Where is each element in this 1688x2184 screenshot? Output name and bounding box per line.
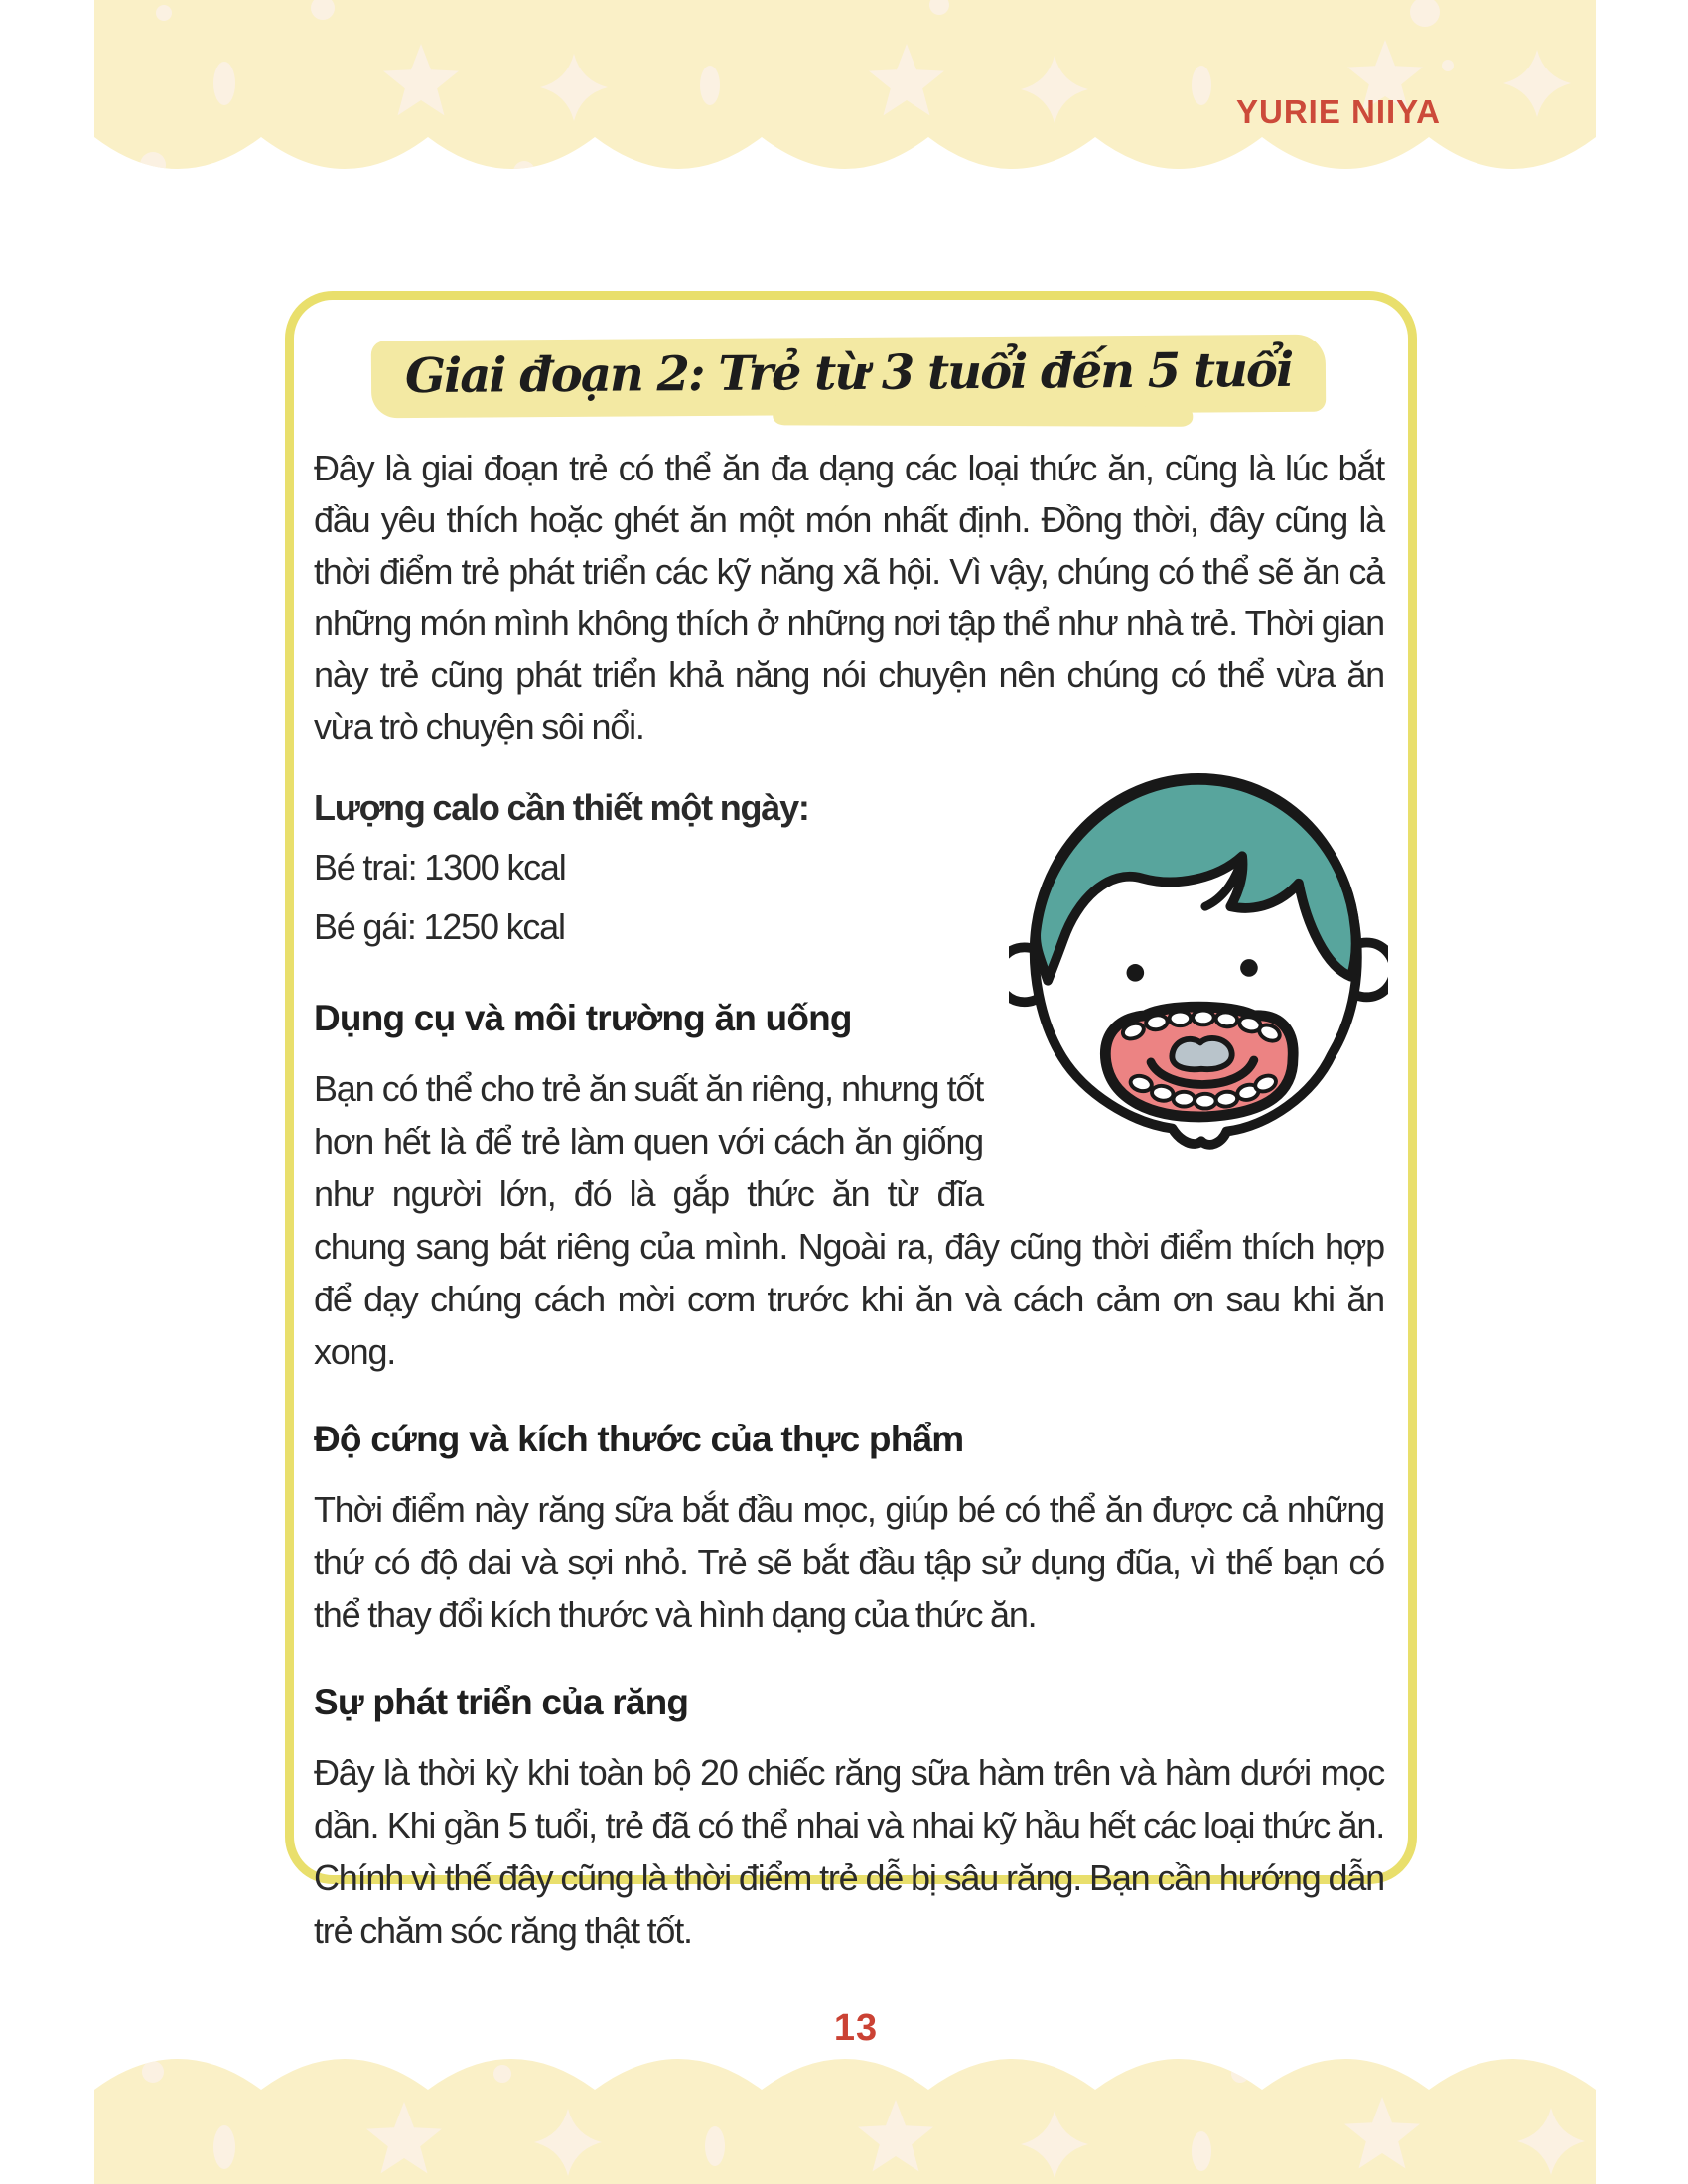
calories-boy-line: Bé trai: 1300 kcal: [314, 847, 566, 887]
intro-paragraph: Đây là giai đoạn trẻ có thể ăn đa dạng các loại thức ăn, cũng là lúc bắt đầu yêu thích hoặc ghét ăn một món nhất định. Đồng thời, đây cũng là thời điểm trẻ phát triển các kỹ năng xã hội. Vì vậy, chúng có thể sẽ ăn cả những món mình không thích ở những nơi tập thể như nhà trẻ. Thời gian này trẻ cũng phát triển khả năng nói chuyện nên chúng có thể vừa ăn vừa trò chuyện sôi nổi.: [314, 448, 1384, 747]
left-eye: [1127, 964, 1145, 982]
dot-icon: [140, 152, 166, 178]
section-heading-utensils: Dụng cụ và môi trường ăn uống: [314, 998, 852, 1038]
section-heading-teeth: Sự phát triển của răng: [314, 1682, 689, 1722]
dot-icon: [1231, 2065, 1249, 2083]
dot-icon: [700, 66, 720, 105]
content-box: [285, 291, 1417, 1951]
dot-icon: [1577, 2055, 1601, 2079]
dot-icon: [1234, 165, 1256, 187]
dot-icon: [1192, 66, 1211, 105]
dot-icon: [1604, 154, 1629, 180]
tongue: [1172, 1038, 1231, 1069]
author-name: YURIE NIIYA: [1235, 93, 1441, 130]
dot-icon: [513, 161, 535, 183]
dot-icon: [493, 2065, 511, 2083]
dot-icon: [1192, 2131, 1211, 2171]
section-body-food-texture: Thời điểm này răng sữa bắt đầu mọc, giúp bé có thể ăn được cả những thứ có độ dai và sợi nhỏ. Trẻ sẽ bắt đầu tập sử dụng đũa, vì thế bạn có thể thay đổi kích thước và hình dạng của thức ăn.: [314, 1489, 1384, 1635]
dot-icon: [1442, 60, 1454, 71]
dot-icon: [213, 62, 235, 105]
footer-scallop-band: [0, 1985, 1688, 2184]
title-highlight: [371, 335, 1327, 419]
dot-icon: [705, 2126, 725, 2166]
dot-icon: [213, 2125, 235, 2169]
dot-icon: [142, 2061, 164, 2083]
child-face-illustration: [1009, 770, 1388, 1160]
section-body-teeth: Đây là thời kỳ khi toàn bộ 20 chiếc răng sữa hàm trên và hàm dưới mọc dần. Khi gần 5 tuổi, trẻ đã có thể nhai và nhai kỹ hầu hết các loại thức ăn. Chính vì thế đây cũng là thời điểm trẻ dễ bị sâu răng. Bạn cần hướng dẫn trẻ chăm sóc răng thật tốt.: [314, 1752, 1384, 1951]
section-body-utensils: Bạn có thể cho trẻ ăn suất ăn riêng, nhưng tốt hơn hết là để trẻ làm quen với cách ăn giống như người lớn, đó là gắp thức ăn từ đĩa chung sang bát riêng của mình. Ngoài ra, đây cũng thời điểm thích hợp để dạy chúng cách mời cơm trước khi ăn và cách cảm ơn sau khi ăn xong.: [314, 1068, 1384, 1372]
section-heading-food-texture: Độ cứng và kích thước của thực phẩm: [314, 1419, 964, 1459]
calories-heading: Lượng calo cần thiết một ngày:: [314, 787, 809, 828]
page-title: Giai đoạn 2: Trẻ từ 3 tuổi đến 5 tuổi: [405, 341, 1293, 405]
page-number: 13: [833, 2007, 879, 2049]
title-row: [314, 338, 1384, 415]
right-eye: [1240, 959, 1258, 977]
dot-icon: [156, 5, 172, 21]
calories-girl-line: Bé gái: 1250 kcal: [314, 906, 565, 947]
footer-band-shape: [94, 2059, 1596, 2184]
